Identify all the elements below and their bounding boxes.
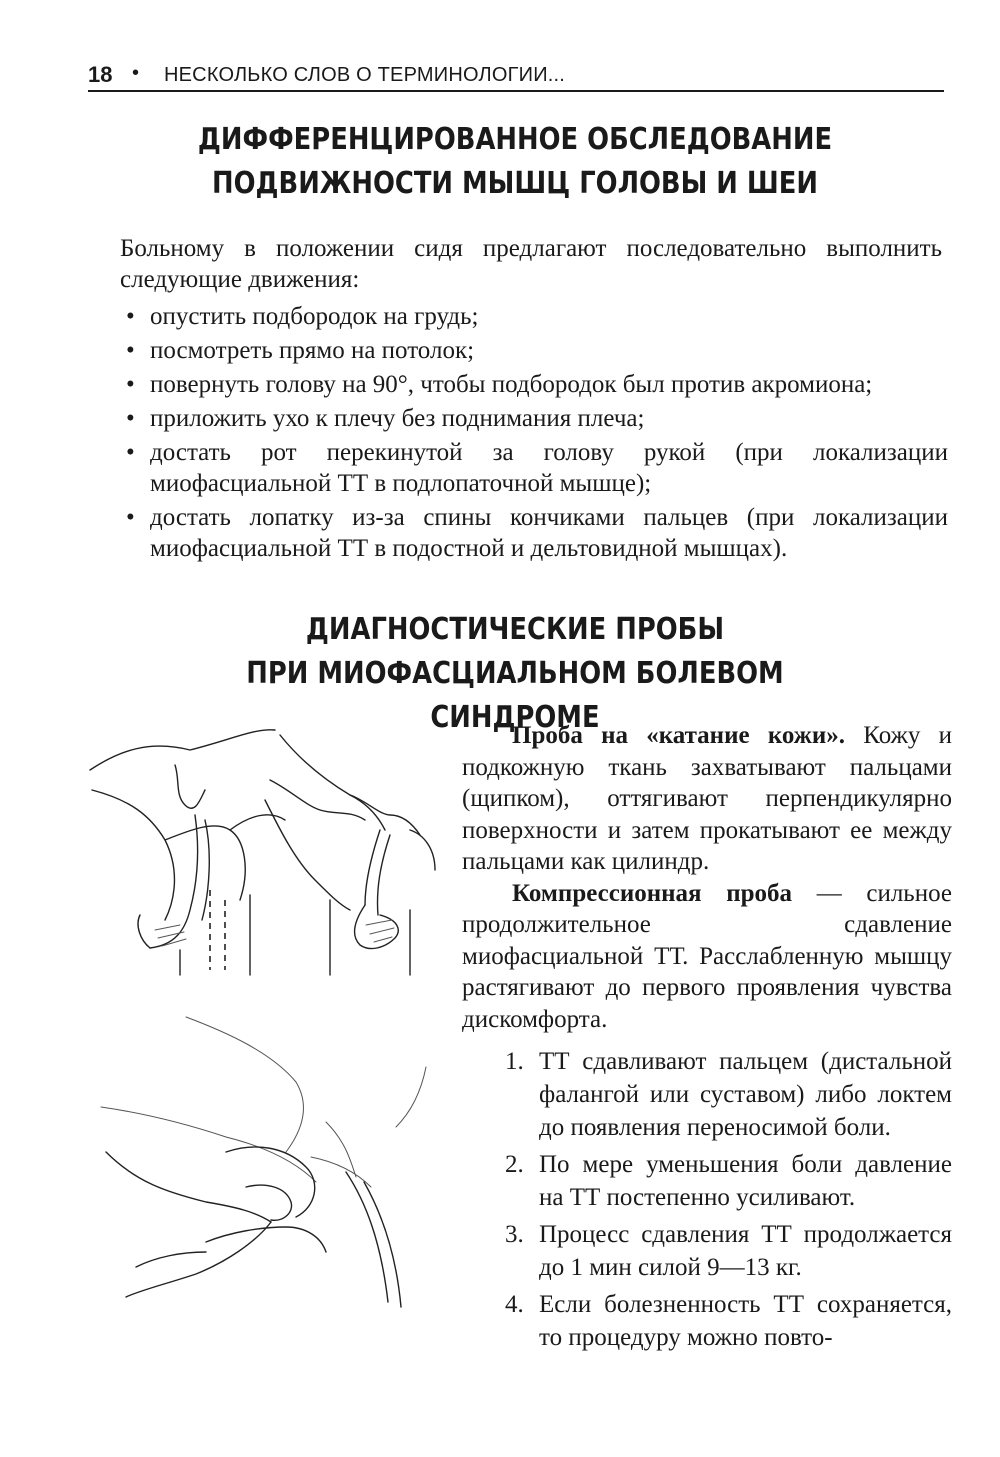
list-item: • приложить ухо к плечу без поднимания плеча;	[126, 405, 645, 432]
list-item: 4. Если болезненность ТТ сохраняется, то процедуру можно повто-	[505, 1291, 952, 1351]
skin-rolling-term: Проба на «катание кожи».	[512, 722, 846, 749]
section1-intro: Больному в положении сидя предлагают последовательно выполнить следующие движения:	[120, 235, 942, 293]
skin-rolling-paragraph	[462, 720, 952, 878]
compression-paragraph	[462, 878, 952, 1036]
compression-term: Компрессионная проба	[512, 879, 793, 907]
list-item: • достать рот перекинутой за голову рукой (при локализации миофасциальной ТТ в подлопаточной мышце);	[126, 439, 948, 497]
compression-steps-list	[505, 1045, 952, 1358]
skin-rolling-text: Кожу и подкожную ткань захватывают пальцами (щипком), оттягивают перпендикулярно поверхности и затем прокатывают ее между пальцами как цилиндр.	[462, 722, 952, 875]
section1-title-line2: ПОДВИЖНОСТИ МЫШЦ ГОЛОВЫ И ШЕИ	[212, 166, 818, 201]
movements-list	[120, 301, 948, 567]
list-item: • опустить подбородок на грудь;	[126, 303, 479, 330]
running-header	[88, 62, 944, 92]
section1-title	[158, 118, 872, 206]
section2-title-line1: ДИАГНОСТИЧЕСКИЕ ПРОБЫ	[305, 612, 725, 647]
skin-rolling-illustration	[80, 720, 440, 980]
section2-title-line2: ПРИ МИОФАСЦИАЛЬНОМ БОЛЕВОМ СИНДРОМЕ	[246, 656, 784, 735]
list-item: 3. Процесс сдавления ТТ продолжается до 1 мин силой 9—13 кг.	[505, 1221, 952, 1281]
page-number: 18	[88, 62, 113, 87]
list-item: 2. По мере уменьшения боли давление на ТТ постепенно усиливают.	[505, 1151, 952, 1211]
compression-text: — сильное продолжительное сдавление миофасциальной ТТ. Расслабленную мышцу растягивают до первого проявления чувства дискомфорта.	[462, 879, 952, 1033]
list-item: • повернуть голову на 90°, чтобы подбородок был против акромиона;	[126, 371, 873, 398]
compression-test-illustration	[96, 1012, 436, 1312]
list-item: • достать лопатку из-за спины кончиками пальцев (при локализации миофасциальной ТТ в подостной и дельтовидной мышцах).	[126, 504, 948, 562]
right-column	[462, 720, 952, 1035]
header-bullet: •	[132, 62, 140, 84]
list-item: • посмотреть прямо на потолок;	[126, 337, 475, 364]
section1-title-line1: ДИФФЕРЕНЦИРОВАННОЕ ОБСЛЕДОВАНИЕ	[197, 122, 833, 157]
list-item: 1. ТТ сдавливают пальцем (дистальной фалангой или суставом) либо локтем до появления переносимой боли.	[505, 1048, 952, 1141]
running-title: НЕСКОЛЬКО СЛОВ О ТЕРМИНОЛОГИИ...	[164, 64, 566, 86]
